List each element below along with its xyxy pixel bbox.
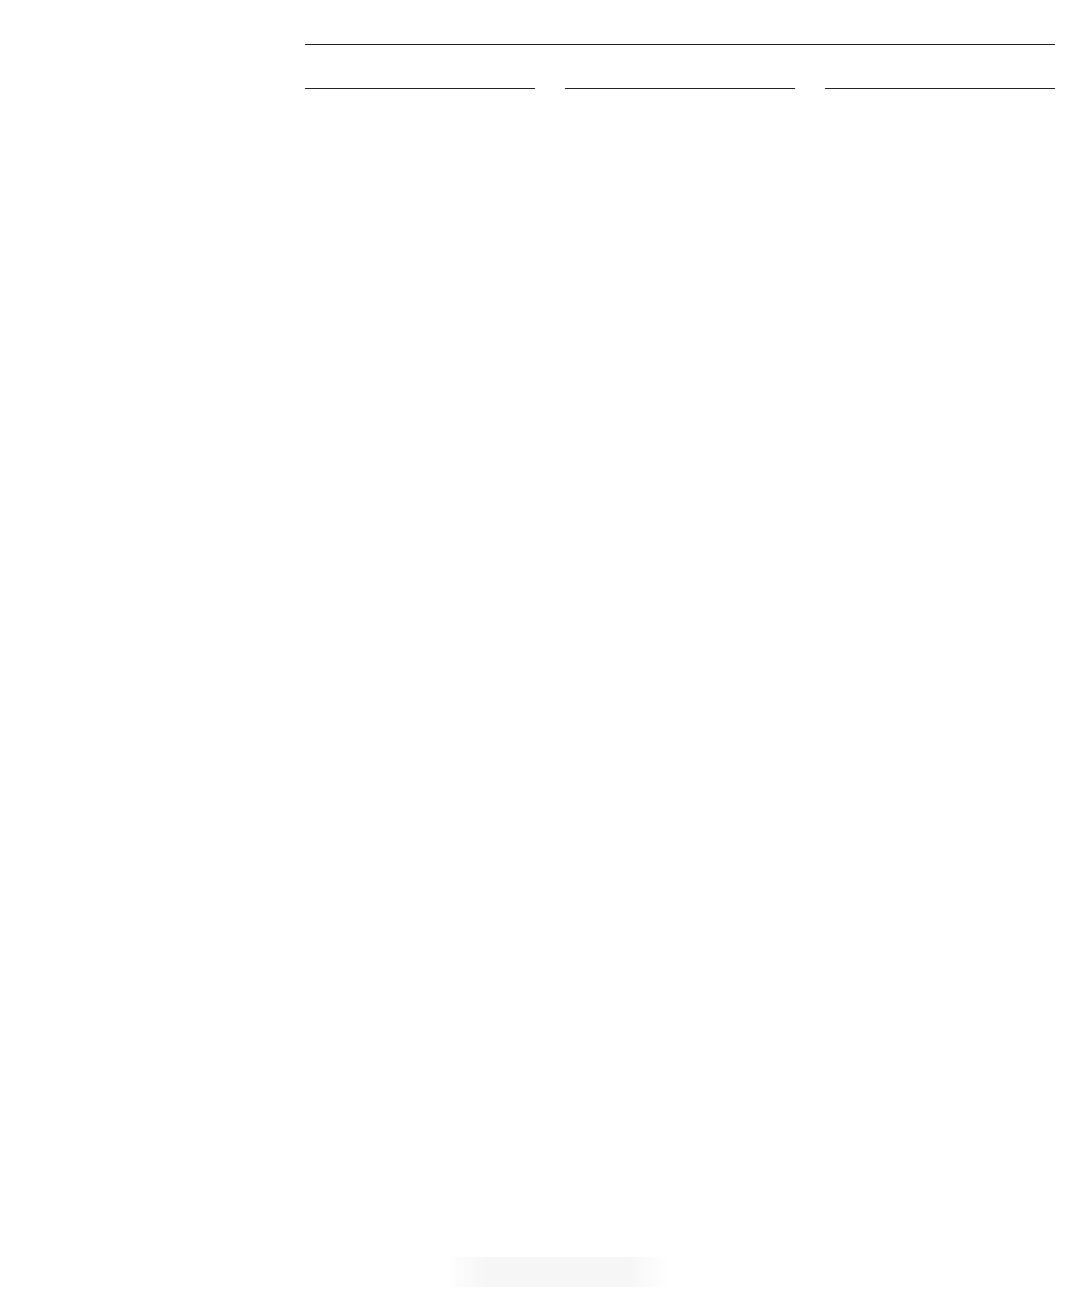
period-rule bbox=[305, 44, 1055, 45]
year-2022-rule bbox=[305, 88, 535, 89]
year-2023-rule bbox=[565, 88, 795, 89]
year-2024-rule bbox=[825, 88, 1055, 89]
watermark-overlay bbox=[445, 1257, 670, 1287]
